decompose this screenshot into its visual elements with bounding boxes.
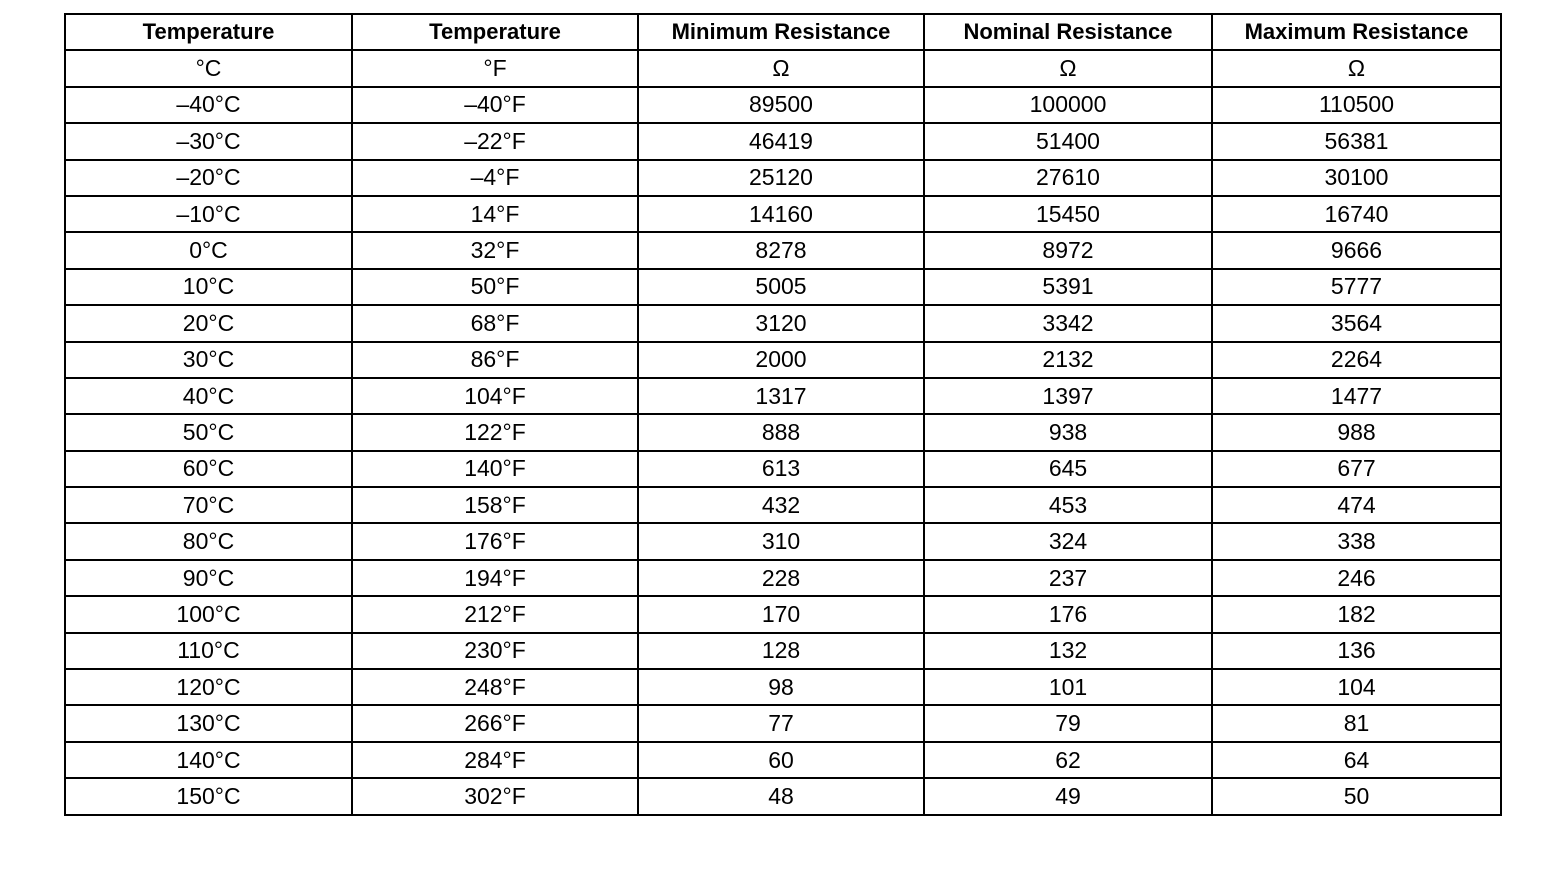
unit-fahrenheit: °F bbox=[352, 50, 638, 86]
cell-temp-f: 140°F bbox=[352, 451, 638, 487]
cell-nominal-resistance: 101 bbox=[924, 669, 1212, 705]
cell-nominal-resistance: 15450 bbox=[924, 196, 1212, 232]
cell-temp-c: 150°C bbox=[65, 778, 352, 814]
cell-temp-c: 130°C bbox=[65, 705, 352, 741]
table-row bbox=[65, 123, 1501, 159]
table-row bbox=[65, 560, 1501, 596]
cell-temp-c: –30°C bbox=[65, 123, 352, 159]
cell-temp-f: 248°F bbox=[352, 669, 638, 705]
cell-min-resistance: 310 bbox=[638, 523, 924, 559]
table-row bbox=[65, 378, 1501, 414]
table-row bbox=[65, 669, 1501, 705]
header-nominal-resistance: Nominal Resistance bbox=[924, 14, 1212, 50]
cell-temp-f: 302°F bbox=[352, 778, 638, 814]
cell-nominal-resistance: 132 bbox=[924, 633, 1212, 669]
unit-ohm-max: Ω bbox=[1212, 50, 1501, 86]
cell-max-resistance: 3564 bbox=[1212, 305, 1501, 341]
header-row bbox=[65, 14, 1501, 50]
resistance-table-container bbox=[64, 13, 1500, 816]
cell-temp-f: 32°F bbox=[352, 232, 638, 268]
cell-nominal-resistance: 2132 bbox=[924, 342, 1212, 378]
cell-min-resistance: 170 bbox=[638, 596, 924, 632]
cell-max-resistance: 110500 bbox=[1212, 87, 1501, 123]
cell-nominal-resistance: 938 bbox=[924, 414, 1212, 450]
units-row bbox=[65, 50, 1501, 86]
cell-temp-f: 212°F bbox=[352, 596, 638, 632]
table-row bbox=[65, 232, 1501, 268]
cell-min-resistance: 48 bbox=[638, 778, 924, 814]
table-row bbox=[65, 160, 1501, 196]
cell-min-resistance: 25120 bbox=[638, 160, 924, 196]
cell-max-resistance: 56381 bbox=[1212, 123, 1501, 159]
unit-ohm-min: Ω bbox=[638, 50, 924, 86]
cell-max-resistance: 677 bbox=[1212, 451, 1501, 487]
cell-temp-f: 266°F bbox=[352, 705, 638, 741]
cell-nominal-resistance: 1397 bbox=[924, 378, 1212, 414]
cell-temp-c: 90°C bbox=[65, 560, 352, 596]
cell-temp-c: 120°C bbox=[65, 669, 352, 705]
table-row bbox=[65, 596, 1501, 632]
cell-temp-c: 20°C bbox=[65, 305, 352, 341]
cell-min-resistance: 3120 bbox=[638, 305, 924, 341]
header-maximum-resistance: Maximum Resistance bbox=[1212, 14, 1501, 50]
cell-temp-f: 50°F bbox=[352, 269, 638, 305]
cell-temp-f: 86°F bbox=[352, 342, 638, 378]
cell-max-resistance: 30100 bbox=[1212, 160, 1501, 196]
cell-nominal-resistance: 100000 bbox=[924, 87, 1212, 123]
header-temperature-f: Temperature bbox=[352, 14, 638, 50]
cell-min-resistance: 8278 bbox=[638, 232, 924, 268]
cell-min-resistance: 432 bbox=[638, 487, 924, 523]
table-row bbox=[65, 705, 1501, 741]
cell-temp-c: –40°C bbox=[65, 87, 352, 123]
cell-min-resistance: 5005 bbox=[638, 269, 924, 305]
cell-max-resistance: 16740 bbox=[1212, 196, 1501, 232]
cell-temp-c: 80°C bbox=[65, 523, 352, 559]
cell-temp-f: 158°F bbox=[352, 487, 638, 523]
cell-max-resistance: 136 bbox=[1212, 633, 1501, 669]
cell-nominal-resistance: 3342 bbox=[924, 305, 1212, 341]
cell-min-resistance: 2000 bbox=[638, 342, 924, 378]
cell-min-resistance: 98 bbox=[638, 669, 924, 705]
cell-nominal-resistance: 51400 bbox=[924, 123, 1212, 159]
cell-min-resistance: 613 bbox=[638, 451, 924, 487]
cell-min-resistance: 77 bbox=[638, 705, 924, 741]
cell-nominal-resistance: 237 bbox=[924, 560, 1212, 596]
cell-max-resistance: 988 bbox=[1212, 414, 1501, 450]
cell-temp-c: 110°C bbox=[65, 633, 352, 669]
cell-temp-c: –20°C bbox=[65, 160, 352, 196]
cell-temp-f: 14°F bbox=[352, 196, 638, 232]
cell-max-resistance: 50 bbox=[1212, 778, 1501, 814]
cell-max-resistance: 81 bbox=[1212, 705, 1501, 741]
table-row bbox=[65, 778, 1501, 814]
cell-temp-f: –4°F bbox=[352, 160, 638, 196]
cell-max-resistance: 246 bbox=[1212, 560, 1501, 596]
cell-min-resistance: 228 bbox=[638, 560, 924, 596]
cell-temp-c: 0°C bbox=[65, 232, 352, 268]
header-temperature-c: Temperature bbox=[65, 14, 352, 50]
cell-max-resistance: 5777 bbox=[1212, 269, 1501, 305]
cell-min-resistance: 89500 bbox=[638, 87, 924, 123]
cell-temp-c: 50°C bbox=[65, 414, 352, 450]
unit-celsius: °C bbox=[65, 50, 352, 86]
cell-max-resistance: 104 bbox=[1212, 669, 1501, 705]
cell-temp-f: –40°F bbox=[352, 87, 638, 123]
table-head bbox=[65, 14, 1501, 87]
cell-min-resistance: 60 bbox=[638, 742, 924, 778]
cell-nominal-resistance: 5391 bbox=[924, 269, 1212, 305]
cell-temp-f: 194°F bbox=[352, 560, 638, 596]
cell-temp-c: 30°C bbox=[65, 342, 352, 378]
cell-temp-f: 230°F bbox=[352, 633, 638, 669]
cell-max-resistance: 182 bbox=[1212, 596, 1501, 632]
table-row bbox=[65, 451, 1501, 487]
table-row bbox=[65, 633, 1501, 669]
table-row bbox=[65, 342, 1501, 378]
cell-min-resistance: 14160 bbox=[638, 196, 924, 232]
cell-temp-f: 284°F bbox=[352, 742, 638, 778]
cell-temp-f: 122°F bbox=[352, 414, 638, 450]
cell-temp-c: 100°C bbox=[65, 596, 352, 632]
cell-max-resistance: 474 bbox=[1212, 487, 1501, 523]
cell-max-resistance: 2264 bbox=[1212, 342, 1501, 378]
table-row bbox=[65, 523, 1501, 559]
cell-temp-c: 60°C bbox=[65, 451, 352, 487]
unit-ohm-nominal: Ω bbox=[924, 50, 1212, 86]
table-row bbox=[65, 87, 1501, 123]
cell-temp-c: 10°C bbox=[65, 269, 352, 305]
cell-temp-c: 70°C bbox=[65, 487, 352, 523]
cell-min-resistance: 888 bbox=[638, 414, 924, 450]
cell-nominal-resistance: 8972 bbox=[924, 232, 1212, 268]
table-row bbox=[65, 269, 1501, 305]
cell-temp-f: 68°F bbox=[352, 305, 638, 341]
cell-nominal-resistance: 176 bbox=[924, 596, 1212, 632]
table-row bbox=[65, 487, 1501, 523]
cell-nominal-resistance: 645 bbox=[924, 451, 1212, 487]
cell-temp-f: 104°F bbox=[352, 378, 638, 414]
cell-max-resistance: 9666 bbox=[1212, 232, 1501, 268]
header-minimum-resistance: Minimum Resistance bbox=[638, 14, 924, 50]
cell-min-resistance: 128 bbox=[638, 633, 924, 669]
cell-nominal-resistance: 27610 bbox=[924, 160, 1212, 196]
table-row bbox=[65, 305, 1501, 341]
table-row bbox=[65, 742, 1501, 778]
cell-temp-c: 40°C bbox=[65, 378, 352, 414]
cell-temp-c: –10°C bbox=[65, 196, 352, 232]
cell-max-resistance: 1477 bbox=[1212, 378, 1501, 414]
cell-nominal-resistance: 49 bbox=[924, 778, 1212, 814]
cell-temp-c: 140°C bbox=[65, 742, 352, 778]
table-row bbox=[65, 414, 1501, 450]
cell-temp-f: 176°F bbox=[352, 523, 638, 559]
cell-min-resistance: 1317 bbox=[638, 378, 924, 414]
cell-nominal-resistance: 453 bbox=[924, 487, 1212, 523]
cell-nominal-resistance: 79 bbox=[924, 705, 1212, 741]
cell-max-resistance: 64 bbox=[1212, 742, 1501, 778]
cell-nominal-resistance: 324 bbox=[924, 523, 1212, 559]
cell-temp-f: –22°F bbox=[352, 123, 638, 159]
temperature-resistance-table bbox=[64, 13, 1502, 816]
cell-min-resistance: 46419 bbox=[638, 123, 924, 159]
table-row bbox=[65, 196, 1501, 232]
table-body bbox=[65, 87, 1501, 815]
cell-max-resistance: 338 bbox=[1212, 523, 1501, 559]
cell-nominal-resistance: 62 bbox=[924, 742, 1212, 778]
